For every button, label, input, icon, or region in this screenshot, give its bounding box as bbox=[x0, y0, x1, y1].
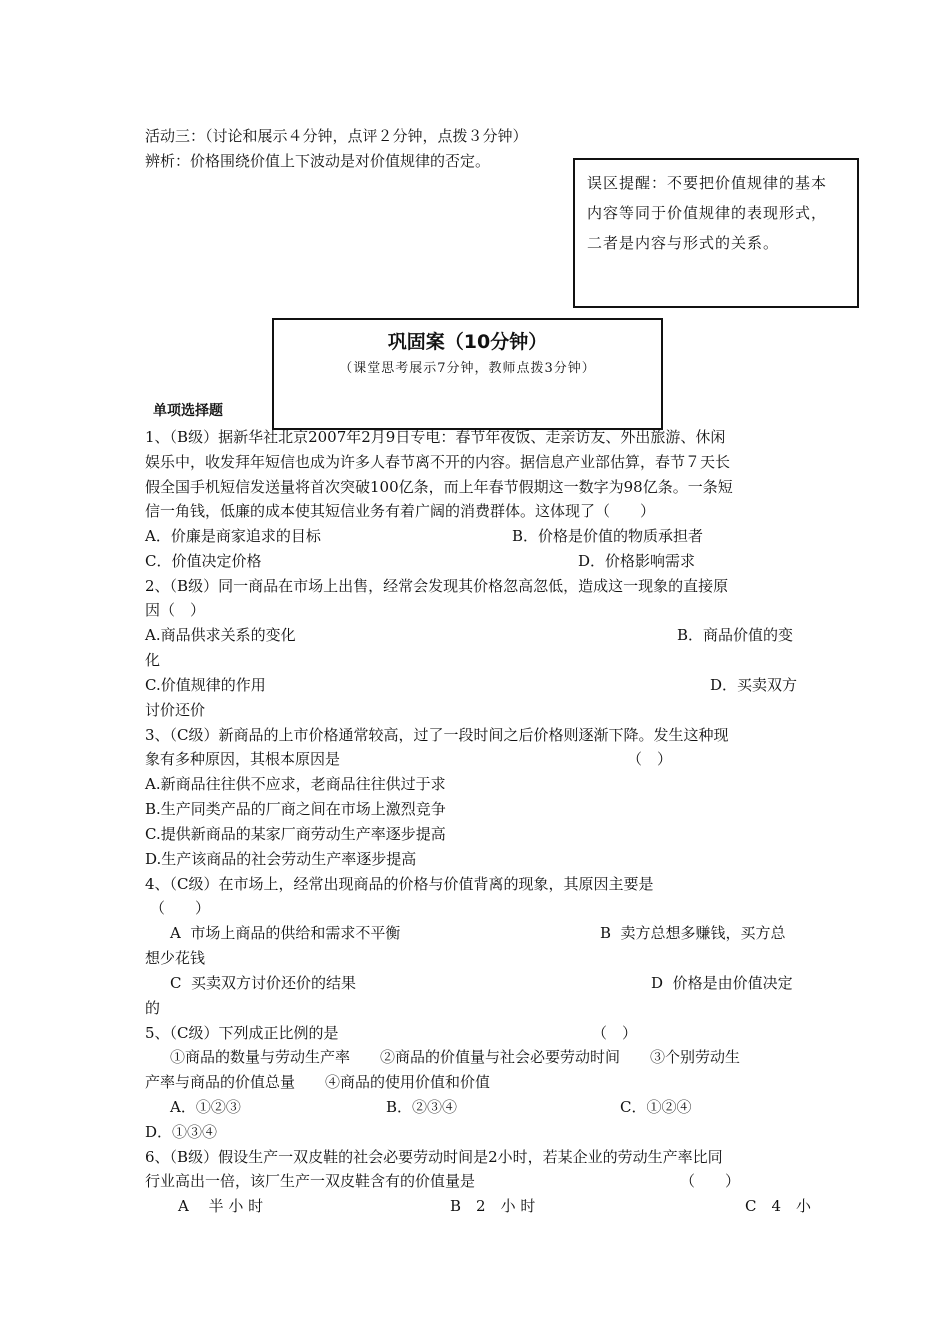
q6-option-c: C 4 小 bbox=[745, 1197, 812, 1215]
q3-option-d: D.生产该商品的社会劳动生产率逐步提高 bbox=[145, 850, 417, 868]
consolidation-header-box bbox=[272, 318, 663, 430]
consolidation-subtitle: （课堂思考展示7分钟，教师点拨3分钟） bbox=[339, 361, 596, 376]
tip-line-2: 内容等同于价值规律的表现形式， bbox=[587, 204, 828, 222]
activity-heading: 活动三：（讨论和展示４分钟，点评２分钟，点拨３分钟） bbox=[145, 127, 528, 145]
q1-line-3: 假全国手机短信发送量将首次突破100亿条，而上年春节假期这一数字为98亿条。一条短 bbox=[145, 478, 733, 496]
tip-line-1: 误区提醒：不要把价值规律的基本 bbox=[587, 174, 828, 192]
q5-line-1: 5、（C级）下列成正比例的是 bbox=[145, 1024, 339, 1042]
analysis-statement: 辨析：价格围绕价值上下波动是对价值规律的否定。 bbox=[145, 152, 491, 170]
q5-option-b: B．②③④ bbox=[386, 1098, 458, 1116]
q4-answer-paren: （ ） bbox=[150, 899, 211, 917]
q6-line-1: 6、（B级）假设生产一双皮鞋的社会必要劳动时间是2小时，若某企业的劳动生产率比同 bbox=[145, 1148, 723, 1166]
q3-option-b: B.生产同类产品的厂商之间在市场上激烈竞争 bbox=[145, 800, 446, 818]
q3-option-a: A.新商品往往供不应求，老商品往往供过于求 bbox=[145, 775, 446, 793]
consolidation-title: 巩固案（10分钟） bbox=[387, 331, 548, 353]
q6-option-b: B 2 小 时 bbox=[450, 1197, 536, 1215]
q3-answer-paren: （ ） bbox=[627, 750, 673, 768]
q4-option-d-wrap: 的 bbox=[145, 999, 161, 1017]
q2-option-b: B．商品价值的变 bbox=[677, 626, 794, 644]
q4-option-a: A 市场上商品的供给和需求不平衡 bbox=[170, 924, 401, 942]
section-title: 单项选择题 bbox=[153, 403, 223, 419]
q1-option-d: D．价格影响需求 bbox=[578, 552, 696, 570]
q2-line-2: 因（ ） bbox=[145, 601, 206, 619]
q3-line-2: 象有多种原因，其根本原因是 bbox=[145, 750, 341, 768]
q2-option-d: D．买卖双方 bbox=[710, 676, 798, 694]
q5-line-2: ①商品的数量与劳动生产率 ②商品的价值量与社会必要劳动时间 ③个别劳动生 bbox=[170, 1048, 741, 1066]
q2-option-c: C.价值规律的作用 bbox=[145, 676, 266, 694]
q6-line-2: 行业高出一倍，该厂生产一双皮鞋含有的价值量是 bbox=[145, 1172, 476, 1190]
q1-option-b: B．价格是价值的物质承担者 bbox=[512, 527, 704, 545]
q2-option-a: A.商品供求关系的变化 bbox=[145, 626, 296, 644]
q4-line-1: 4、（C级）在市场上，经常出现商品的价格与价值背离的现象，其原因主要是 bbox=[145, 875, 654, 893]
q2-line-1: 2、（B级）同一商品在市场上出售，经常会发现其价格忽高忽低，造成这一现象的直接原 bbox=[145, 577, 729, 595]
tip-line-3: 二者是内容与形式的关系。 bbox=[587, 234, 780, 252]
q5-option-c: C．①②④ bbox=[620, 1098, 692, 1116]
misconception-tip-box bbox=[573, 158, 859, 308]
q4-option-b-wrap: 想少花钱 bbox=[145, 949, 206, 967]
q4-option-d: D 价格是由价值决定 bbox=[651, 974, 793, 992]
q5-line-3: 产率与商品的价值总量 ④商品的使用价值和价值 bbox=[145, 1073, 491, 1091]
q5-answer-paren: （ ） bbox=[592, 1024, 638, 1042]
q3-line-1: 3、（C级）新商品的上市价格通常较高，过了一段时间之后价格则逐渐下降。发生这种现 bbox=[145, 726, 729, 744]
q1-line-4: 信一角钱，低廉的成本使其短信业务有着广阔的消费群体。这体现了（ ） bbox=[145, 502, 656, 520]
q1-option-a: A．价廉是商家追求的目标 bbox=[145, 527, 321, 545]
q1-option-c: C．价值决定价格 bbox=[145, 552, 262, 570]
q2-option-b-wrap: 化 bbox=[145, 651, 161, 669]
q1-line-1: 1、（B级）据新华社北京2007年2月9日专电：春节年夜饭、走亲访友、外出旅游、休闲 bbox=[145, 428, 726, 446]
q4-option-b: B 卖方总想多赚钱，买方总 bbox=[600, 924, 786, 942]
q3-option-c: C.提供新商品的某家厂商劳动生产率逐步提高 bbox=[145, 825, 446, 843]
q5-option-a: A．①②③ bbox=[170, 1098, 241, 1116]
q1-line-2: 娱乐中，收发拜年短信也成为许多人春节离不开的内容。据信息产业部估算，春节７天长 bbox=[145, 453, 731, 471]
q5-option-d: D．①③④ bbox=[145, 1123, 218, 1141]
q6-option-a: A 半 小 时 bbox=[178, 1197, 264, 1215]
q4-option-c: C 买卖双方讨价还价的结果 bbox=[170, 974, 357, 992]
q2-option-d-wrap: 讨价还价 bbox=[145, 701, 206, 719]
q6-answer-paren: （ ） bbox=[680, 1172, 741, 1190]
